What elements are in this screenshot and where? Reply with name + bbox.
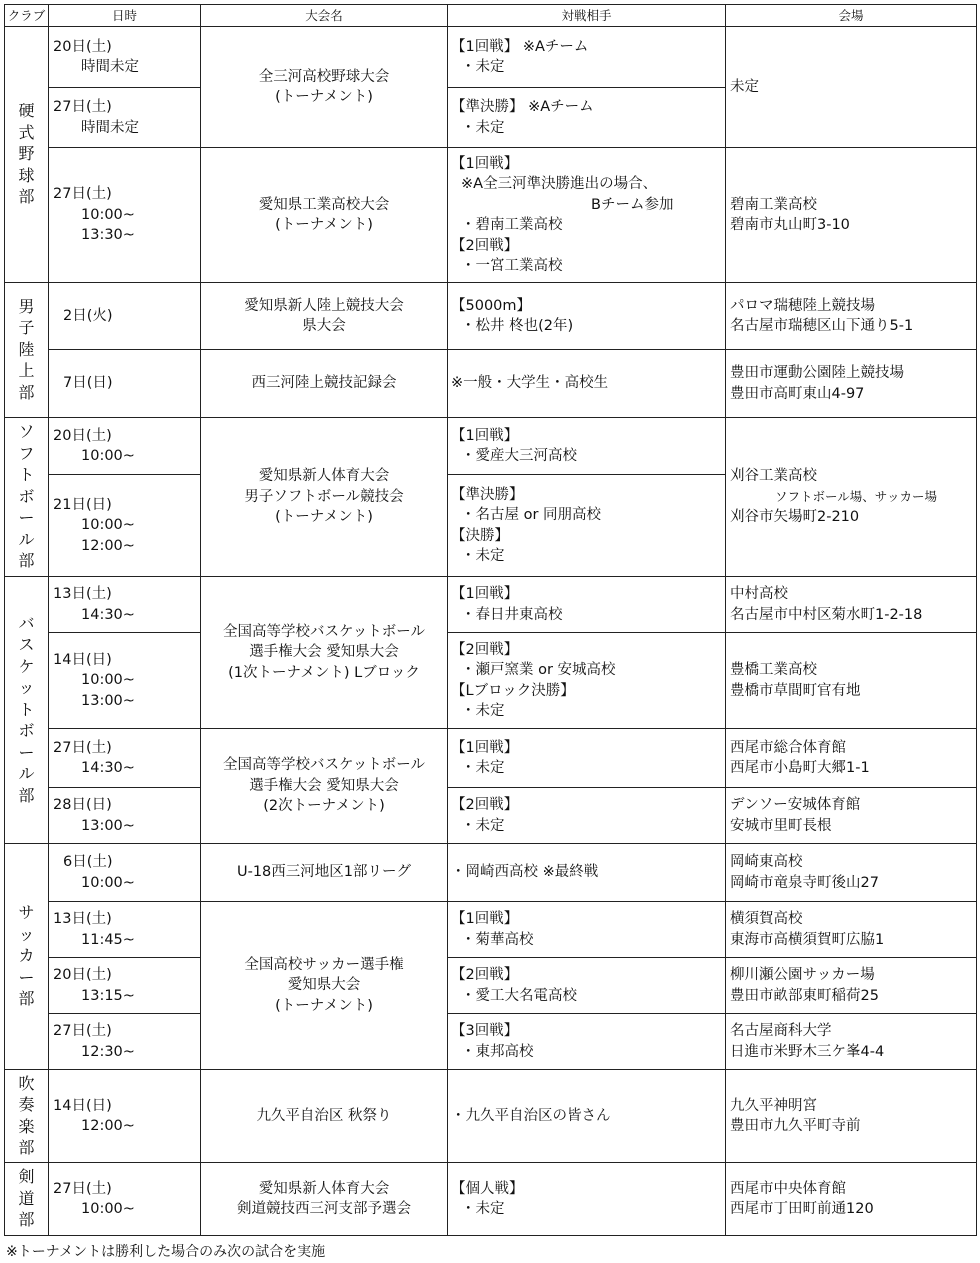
schedule-table xyxy=(4,4,977,1236)
opponent-cell: 【1回戦】 ※A全三河準決勝進出の場合、 Bチーム参加 ・碧南工業高校 【2回戦】 ・一宮工業高校 xyxy=(448,148,726,283)
datetime-cell: 27日(土) 10:00~ 13:30~ xyxy=(49,148,201,283)
datetime-cell: 13日(土) 14:30~ xyxy=(49,577,201,633)
venue-cell: 豊橋工業高校 豊橋市草間町官有地 xyxy=(726,633,977,729)
tournament-cell: 愛知県新人陸上競技大会 県大会 xyxy=(201,283,448,350)
venue-cell: 柳川瀬公園サッカー場 豊田市畝部東町稲荷25 xyxy=(726,958,977,1014)
tournament-cell: 全国高等学校バスケットボール 選手権大会 愛知県大会 (2次トーナメント) xyxy=(201,729,448,844)
opponent-cell: 【準決勝】 ※Aチーム ・未定 xyxy=(448,88,726,148)
venue-cell: 岡崎東高校 岡崎市竜泉寺町後山27 xyxy=(726,844,977,902)
tournament-cell: 西三河陸上競技記録会 xyxy=(201,350,448,418)
club-cell-baseball: 硬式野球部 xyxy=(5,27,49,283)
header-opponent: 対戦相手 xyxy=(448,5,726,27)
table-row xyxy=(5,418,977,475)
venue-cell: デンソー安城体育館 安城市里町長根 xyxy=(726,788,977,844)
header-club: クラブ xyxy=(5,5,49,27)
club-cell-soccer: サッカー部 xyxy=(5,844,49,1070)
datetime-cell: 27日(土) 12:30~ xyxy=(49,1014,201,1070)
tournament-cell: 全国高等学校バスケットボール 選手権大会 愛知県大会 (1次トーナメント) Lブロック xyxy=(201,577,448,729)
tournament-cell: 全三河高校野球大会 (トーナメント) xyxy=(201,27,448,148)
table-row xyxy=(5,788,977,844)
table-row xyxy=(5,27,977,88)
venue-cell: 西尾市総合体育館 西尾市小島町大郷1-1 xyxy=(726,729,977,788)
datetime-cell: 14日(日) 10:00~ 13:00~ xyxy=(49,633,201,729)
venue-cell: 未定 xyxy=(726,27,977,148)
opponent-cell: ・九久平自治区の皆さん xyxy=(448,1070,726,1163)
opponent-cell: 【1回戦】 ・愛産大三河高校 xyxy=(448,418,726,475)
venue-cell: 中村高校 名古屋市中村区菊水町1-2-18 xyxy=(726,577,977,633)
opponent-cell: 【準決勝】 ・名古屋 or 同朋高校 【決勝】 ・未定 xyxy=(448,475,726,577)
opponent-cell: ※一般・大学生・高校生 xyxy=(448,350,726,418)
table-row xyxy=(5,1014,977,1070)
datetime-cell: 20日(土) 時間未定 xyxy=(49,27,201,88)
club-cell-kendo: 剣道部 xyxy=(5,1163,49,1236)
tournament-cell: 愛知県新人体育大会 剣道競技西三河支部予選会 xyxy=(201,1163,448,1236)
venue-cell: 碧南工業高校 碧南市丸山町3-10 xyxy=(726,148,977,283)
header-tournament: 大会名 xyxy=(201,5,448,27)
opponent-cell: 【3回戦】 ・東邦高校 xyxy=(448,1014,726,1070)
header-venue: 会場 xyxy=(726,5,977,27)
opponent-cell: 【5000m】 ・松井 柊也(2年) xyxy=(448,283,726,350)
tournament-cell: 愛知県新人体育大会 男子ソフトボール競技会 (トーナメント) xyxy=(201,418,448,577)
venue-cell: パロマ瑞穂陸上競技場 名古屋市瑞穂区山下通り5-1 xyxy=(726,283,977,350)
table-row xyxy=(5,148,977,283)
club-cell-band: 吹奏楽部 xyxy=(5,1070,49,1163)
table-row xyxy=(5,844,977,902)
datetime-cell: 14日(日) 12:00~ xyxy=(49,1070,201,1163)
header-row xyxy=(5,5,977,27)
venue-cell: 刈谷工業高校 ソフトボール場、サッカー場 刈谷市矢場町2-210 xyxy=(726,418,977,577)
table-row xyxy=(5,958,977,1014)
opponent-cell: 【1回戦】 ※Aチーム ・未定 xyxy=(448,27,726,88)
datetime-cell: 2日(火) xyxy=(49,283,201,350)
datetime-cell: 27日(土) 時間未定 xyxy=(49,88,201,148)
opponent-cell: ・岡崎西高校 ※最終戦 xyxy=(448,844,726,902)
table-row xyxy=(5,633,977,729)
table-row xyxy=(5,1070,977,1163)
table-row xyxy=(5,350,977,418)
venue-cell: 豊田市運動公園陸上競技場 豊田市高町東山4-97 xyxy=(726,350,977,418)
tournament-cell: 九久平自治区 秋祭り xyxy=(201,1070,448,1163)
club-cell-track: 男子陸上部 xyxy=(5,283,49,418)
venue-cell: 西尾市中央体育館 西尾市丁田町前通120 xyxy=(726,1163,977,1236)
opponent-cell: 【1回戦】 ・未定 xyxy=(448,729,726,788)
tournament-cell: U-18西三河地区1部リーグ xyxy=(201,844,448,902)
datetime-cell: 21日(日) 10:00~ 12:00~ xyxy=(49,475,201,577)
header-datetime: 日時 xyxy=(49,5,201,27)
club-cell-softball: ソフトボール部 xyxy=(5,418,49,577)
opponent-cell: 【1回戦】 ・春日井東高校 xyxy=(448,577,726,633)
table-row xyxy=(5,729,977,788)
venue-cell: 名古屋商科大学 日進市米野木三ケ峯4-4 xyxy=(726,1014,977,1070)
datetime-cell: 7日(日) xyxy=(49,350,201,418)
datetime-cell: 13日(土) 11:45~ xyxy=(49,902,201,958)
datetime-cell: 6日(土) 10:00~ xyxy=(49,844,201,902)
club-cell-basketball: バスケットボール部 xyxy=(5,577,49,844)
footnote: ※トーナメントは勝利した場合のみ次の試合を実施 xyxy=(6,1244,326,1260)
venue-cell: 横須賀高校 東海市高横須賀町広脇1 xyxy=(726,902,977,958)
datetime-cell: 28日(日) 13:00~ xyxy=(49,788,201,844)
opponent-cell: 【2回戦】 ・愛工大名電高校 xyxy=(448,958,726,1014)
datetime-cell: 27日(土) 10:00~ xyxy=(49,1163,201,1236)
table-row xyxy=(5,283,977,350)
tournament-cell: 愛知県工業高校大会 (トーナメント) xyxy=(201,148,448,283)
opponent-cell: 【2回戦】 ・瀬戸窯業 or 安城高校 【Lブロック決勝】 ・未定 xyxy=(448,633,726,729)
table-row xyxy=(5,902,977,958)
datetime-cell: 20日(土) 10:00~ xyxy=(49,418,201,475)
opponent-cell: 【2回戦】 ・未定 xyxy=(448,788,726,844)
datetime-cell: 20日(土) 13:15~ xyxy=(49,958,201,1014)
datetime-cell: 27日(土) 14:30~ xyxy=(49,729,201,788)
opponent-cell: 【1回戦】 ・菊華高校 xyxy=(448,902,726,958)
tournament-cell: 全国高校サッカー選手権 愛知県大会 (トーナメント) xyxy=(201,902,448,1070)
table-row xyxy=(5,1163,977,1236)
opponent-cell: 【個人戦】 ・未定 xyxy=(448,1163,726,1236)
table-row xyxy=(5,577,977,633)
venue-cell: 九久平神明宮 豊田市九久平町寺前 xyxy=(726,1070,977,1163)
